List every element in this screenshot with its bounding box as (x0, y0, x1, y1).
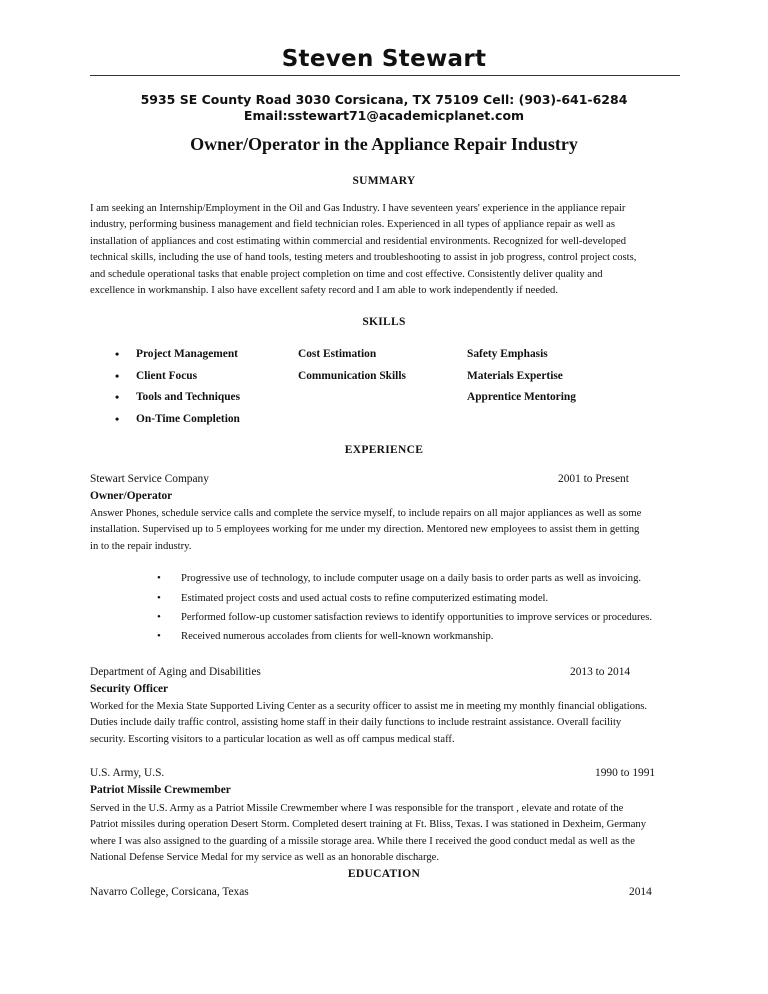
job-header (90, 666, 690, 678)
bullet-icon: • (115, 390, 120, 404)
skill-item: Project Management (136, 348, 238, 360)
achievement-text: Performed follow-up customer satisfaction reviews to identify opportunities to improve services or procedures. (181, 612, 653, 623)
job-description-line: where I was also assigned to the guarding of a missile storage area. While there I received the good conduct medal as well as the (90, 835, 635, 847)
job-description (90, 699, 690, 748)
job-description-line: security. Escorting visitors to a particular location as well as off campus medical staff. (90, 733, 455, 745)
achievement-text: Estimated project costs and used actual costs to refine computerized estimating model. (181, 593, 549, 604)
bullet-icon: • (115, 369, 120, 383)
summary-line: technical skills, including the use of hand tools, testing meters and troubleshooting to assist in job progress, control project costs, (90, 252, 637, 264)
employer-name: Stewart Service Company (90, 473, 209, 485)
job-description-line: in to the repair industry. (90, 540, 192, 552)
summary-line: and schedule operational tasks that enable project completion on time and cost effective. Consistently deliver quality and (90, 268, 603, 280)
job-description-line: Served in the U.S. Army as a Patriot Missile Crewmember where I was responsible for the transport , elevate and rotate of the (90, 803, 624, 814)
employment-dates: 2013 to 2014 (570, 666, 631, 678)
summary-line: excellence in workmanship. I also have excellent safety record and I am able to work independently if needed. (90, 285, 558, 297)
bullet-icon: • (157, 572, 161, 584)
skill-item: Safety Emphasis (467, 348, 548, 360)
job-header (90, 473, 690, 485)
job-description (90, 506, 690, 555)
employment-dates: 2001 to Present (558, 473, 629, 485)
summary-heading: SUMMARY (352, 175, 416, 187)
header-divider (90, 75, 680, 76)
education-year: 2014 (629, 886, 652, 898)
job-description-line: Duties include daily traffic control, assisting home staff in their daily functions to include restraint assistance. Overall facility (90, 717, 622, 729)
achievement-text: Progressive use of technology, to include computer usage on a daily basis to order parts as well as invoicing. (181, 573, 642, 584)
skill-item: Materials Expertise (467, 370, 563, 382)
summary-line: installation of appliances and cost estimating within commercial and residential environments. Recognized for well-developed (90, 235, 626, 247)
candidate-name: Steven Stewart (281, 46, 487, 72)
job-description (90, 801, 690, 867)
job-description-line: National Defense Service Medal for my service as well as an honorable discharge. (90, 852, 439, 864)
skills-row (90, 391, 690, 407)
skills-row (90, 413, 690, 429)
bullet-icon: • (115, 347, 120, 361)
professional-headline: Owner/Operator in the Appliance Repair Industry (190, 134, 578, 154)
job-title: Patriot Missile Crewmember (90, 784, 231, 796)
bullet-icon: • (157, 592, 161, 604)
bullet-icon: • (157, 611, 161, 623)
bullet-icon: • (115, 412, 120, 426)
education-entry (90, 886, 690, 898)
skill-item: Cost Estimation (298, 348, 377, 360)
skill-item: On-Time Completion (136, 413, 240, 425)
job-title: Owner/Operator (90, 490, 173, 502)
skills-row (90, 370, 690, 386)
employer-name: Department of Aging and Disabilities (90, 666, 261, 678)
school-name: Navarro College, Corsicana, Texas (90, 886, 249, 898)
employer-name: U.S. Army, U.S. (90, 767, 165, 779)
bullet-icon: • (157, 630, 161, 642)
experience-heading: EXPERIENCE (344, 444, 424, 456)
skill-item: Communication Skills (298, 370, 406, 382)
skills-heading: SKILLS (362, 316, 406, 328)
achievement-text: Received numerous accolades from clients for well-known workmanship. (181, 631, 494, 642)
summary-line: I am seeking an Internship/Employment in the Oil and Gas Industry. I have seventeen years' experience in the appliance repair (90, 203, 626, 214)
job-header (90, 767, 690, 779)
summary-line: industry, performing business management and field technician roles. Experienced in all types of appliance repair as well as (90, 219, 615, 231)
job-description-line: Worked for the Mexia State Supported Living Center as a security officer to assist me in meeting my monthly financial obligations. (90, 701, 648, 712)
skill-item: Apprentice Mentoring (467, 391, 576, 403)
skill-item: Client Focus (136, 370, 198, 382)
education-heading: EDUCATION (347, 868, 421, 880)
contact-address-phone: 5935 SE County Road 3030 Corsicana, TX 75109 Cell: (903)-641-6284 (140, 92, 628, 107)
skill-item: Tools and Techniques (136, 391, 241, 403)
job-description-line: Answer Phones, schedule service calls and complete the service myself, to include repairs on all major appliances as well as some (90, 508, 642, 519)
job-description-line: Patriot missiles during operation Desert Storm. Completed desert training at Ft. Bliss, Texas. I was stationed in Dexheim, Germany (90, 819, 647, 831)
summary-paragraph (90, 201, 690, 299)
skills-row (90, 348, 690, 364)
job-description-line: installation. Supervised up to 5 employees working for me under my direction. Mentored new employees to assist them in getting (90, 524, 640, 536)
job-title: Security Officer (90, 683, 169, 695)
employment-dates: 1990 to 1991 (595, 767, 656, 779)
contact-email: Email:sstewart71@academicplanet.com (243, 108, 525, 123)
